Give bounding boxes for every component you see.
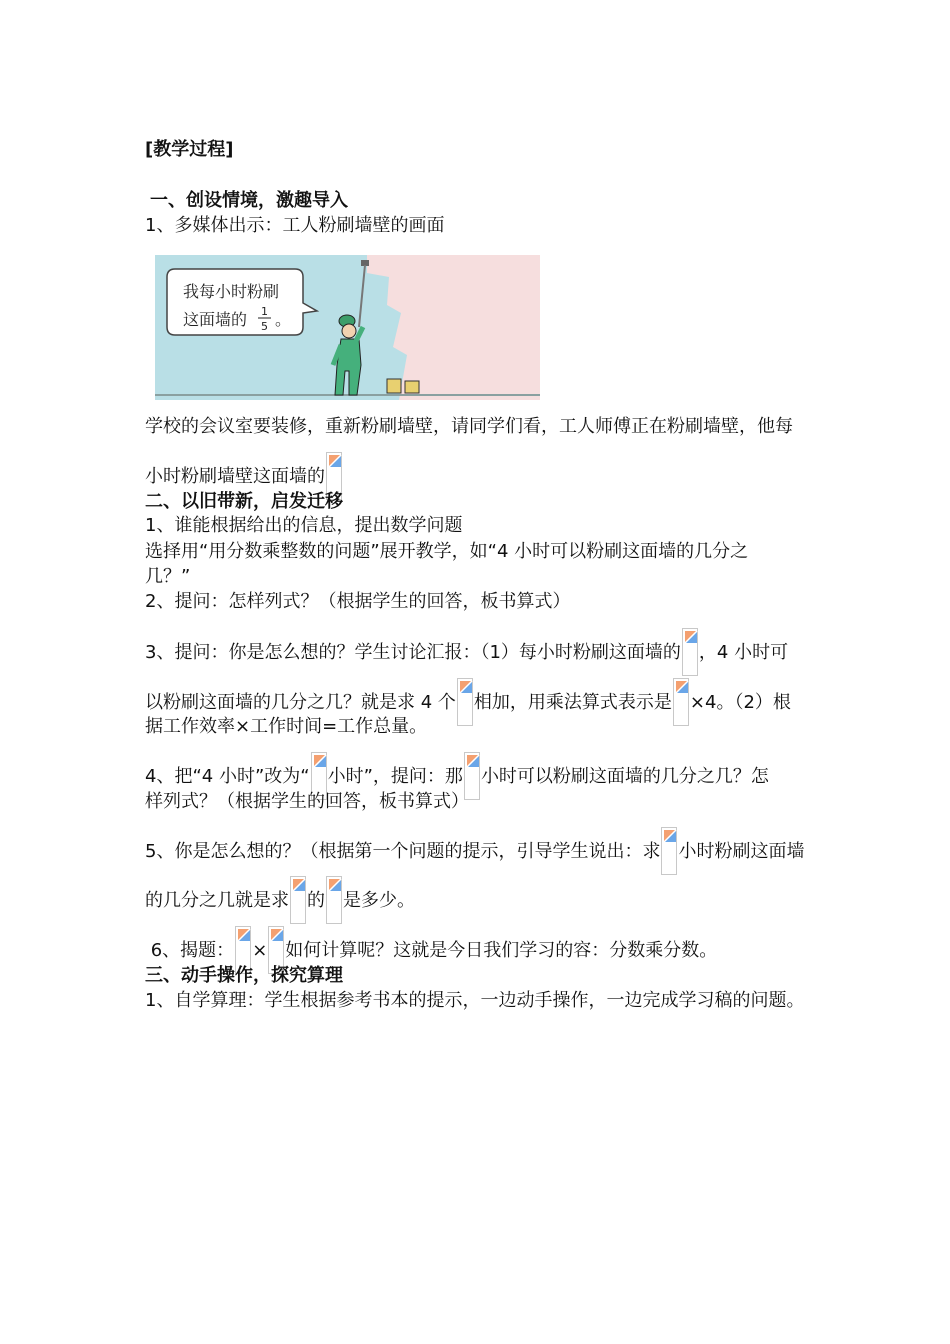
- text-span: 4、把“4 小时”改为“: [145, 766, 310, 787]
- fraction-image-placeholder: [661, 827, 677, 875]
- fraction-numerator: 1: [261, 305, 268, 318]
- text-span: 的: [307, 890, 325, 911]
- fraction-image-placeholder: [326, 876, 342, 924]
- section-2-item-3-line-3: 据工作效率×工作时间=工作总量。: [145, 716, 428, 737]
- section-3-item-1: 1、自学算理：学生根据参考书本的提示，一边动手操作，一边完成学习稿的问题。: [145, 990, 805, 1011]
- section-1-title: 一、创设情境，激趣导入: [150, 190, 348, 211]
- times-sign: ×: [252, 940, 268, 961]
- paint-bucket: [387, 379, 401, 393]
- text-span: 是多少。: [343, 890, 415, 911]
- text-span: 6、揭题：: [145, 940, 235, 961]
- text-span: 如何计算呢？这就是今日我们学习的容：分数乘分数。: [285, 940, 718, 961]
- paint-bucket: [405, 381, 419, 393]
- text-span: ，4 小时可: [698, 642, 789, 663]
- fraction-denominator: 5: [261, 320, 268, 333]
- bubble-end: 。: [275, 310, 292, 329]
- text-span: 相加，用乘法算式表示是: [473, 692, 672, 713]
- text-span: 小时可以粉刷这面墙的几分之几？怎: [480, 766, 769, 787]
- fraction-image-placeholder: [457, 678, 473, 726]
- text-span: 的几分之几就是求: [145, 890, 289, 911]
- section-3-title: 三、动手操作，探究算理: [145, 965, 343, 986]
- section-2-item-3-line-1: [145, 628, 788, 676]
- fraction-image-placeholder: [290, 876, 306, 924]
- section-2-item-5-line-2: [145, 876, 415, 924]
- text-span: ×4。（2）根: [689, 692, 791, 713]
- painter-illustration: [155, 255, 540, 400]
- sec1-para-text: 小时粉刷墙壁这面墙的: [145, 466, 325, 487]
- section-2-item-5-line-1: [145, 827, 804, 875]
- text-span: 以粉刷这面墙的几分之几？就是求 4 个: [145, 692, 456, 713]
- bubble-line-2: 这面墙的: [183, 310, 248, 329]
- section-2-item-1: 1、谁能根据给出的信息，提出数学问题: [145, 515, 463, 536]
- section-2-item-1b-line-1: 选择用“用分数乘整数的问题”展开教学，如“4 小时可以粉刷这面墙的几分之: [145, 541, 749, 562]
- section-heading: [教学过程]: [145, 139, 234, 160]
- section-2-item-4-line-2: 样列式？（根据学生的回答，板书算式）: [145, 791, 469, 812]
- text-span: 3、提问：你是怎么想的？学生讨论汇报：（1）每小时粉刷这面墙的: [145, 642, 681, 663]
- fraction-image-placeholder: [682, 628, 698, 676]
- fraction-image-placeholder: [673, 678, 689, 726]
- section-2-item-1b-line-2: 几？”: [145, 566, 191, 587]
- text-span: 小时”，提问：那: [327, 766, 463, 787]
- section-2-item-2: 2、提问：怎样列式？（根据学生的回答，板书算式）: [145, 591, 571, 612]
- section-1-item-1: 1、多媒体出示：工人粉刷墙壁的画面: [145, 215, 445, 236]
- text-span: 5、你是怎么想的？（根据第一个问题的提示，引导学生说出：求: [145, 841, 661, 862]
- text-span: 小时粉刷这面墙: [678, 841, 805, 862]
- section-2-title: 二、以旧带新，启发迁移: [145, 491, 343, 512]
- bubble-line-1: 我每小时粉刷: [183, 282, 280, 301]
- sec1-para-line-1: 学校的会议室要装修，重新粉刷墙壁，请同学们看，工人师傅正在粉刷墙壁，他每: [145, 416, 793, 437]
